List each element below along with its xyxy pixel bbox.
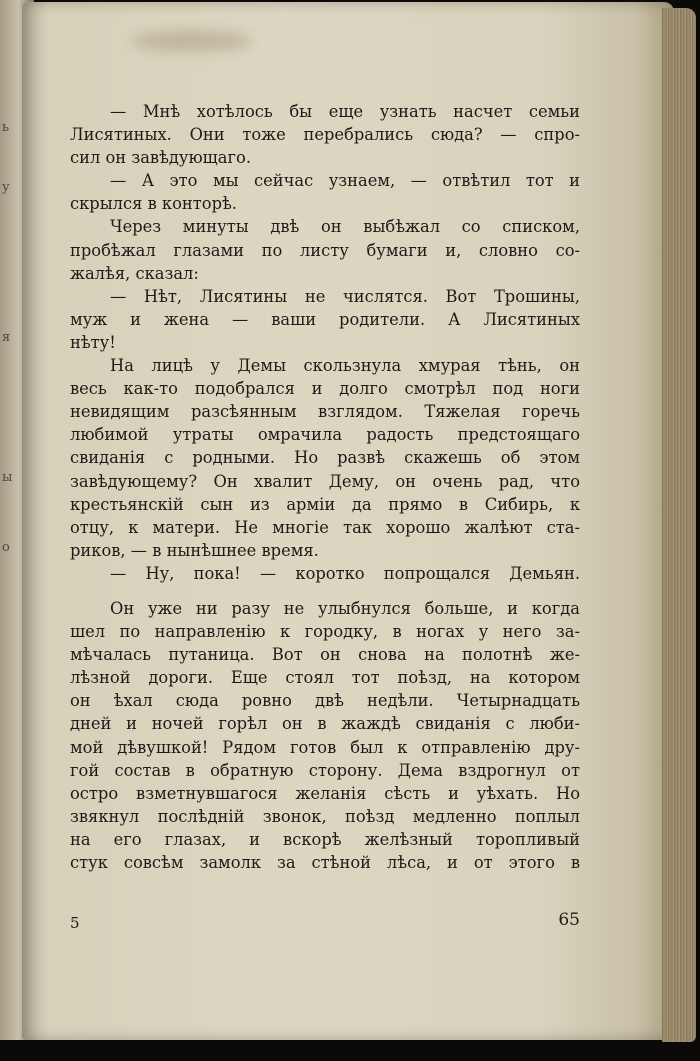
previous-page-text-fragment: ы: [2, 470, 14, 485]
text-line: — Ну, пока! — коротко попрощался Демьян.: [110, 563, 580, 583]
text-line: мой дѣвушкой! Рядом готов был к отправленію дру-: [70, 737, 580, 757]
text-line: крестьянскій сын из арміи да прямо в Сибирь, к: [70, 494, 580, 514]
text-line: гой состав в обратную сторону. Дема вздрогнул от: [70, 760, 580, 780]
text-line: — А это мы сейчас узнаем, — отвѣтил тот и: [110, 171, 580, 191]
text-line: риков, — в нынѣшнее время.: [70, 540, 319, 560]
text-line: дней и ночей горѣл он в жаждѣ свиданія с люби-: [70, 714, 580, 734]
text-line: остро взметнувшагося желанія сѣсть и уѣхать. Но: [70, 783, 580, 803]
text-line: сил он завѣдующаго.: [70, 148, 252, 168]
text-line: он ѣхал сюда ровно двѣ недѣли. Четырнадцать: [70, 691, 580, 711]
text-line: звякнул послѣдній звонок, поѣзд медленно поплыл: [70, 806, 580, 826]
text-line: — Мнѣ хотѣлось бы еще узнать насчет семьи: [110, 102, 580, 121]
text-line: шел по направленію к городку, в ногах у него за-: [70, 622, 580, 642]
signature-mark: 5: [70, 914, 80, 932]
text-line: лѣзной дороги. Еще стоял тот поѣзд, на котором: [70, 668, 580, 688]
text-line: На лицѣ у Демы скользнула хмурая тѣнь, он: [110, 356, 580, 376]
text-line: свиданія с родными. Но развѣ скажешь об этом: [70, 448, 580, 468]
text-line: любимой утраты омрачила радость предстоящаго: [70, 425, 580, 445]
paper-stain: [132, 30, 252, 52]
text-line: Через минуты двѣ он выбѣжал со списком,: [110, 217, 580, 237]
text-line: — Нѣт, Лисятины не числятся. Вот Трошины,: [110, 286, 580, 306]
previous-page-text-fragment: о: [2, 540, 11, 555]
text-line: на его глазах, и вскорѣ желѣзный торопливый: [70, 829, 580, 849]
previous-page-text-fragment: я: [2, 330, 12, 345]
text-line: Лисятиных. Они тоже перебрались сюда? — спро-: [70, 125, 580, 145]
page-body-text: [70, 100, 580, 874]
text-line: невидящим разсѣянным взглядом. Тяжелая горечь: [70, 402, 580, 422]
text-line: мѣчалась путаница. Вот он снова на полотнѣ же-: [70, 645, 580, 665]
text-line: Он уже ни разу не улыбнулся больше, и когда: [110, 598, 580, 618]
text-line: весь как-то подобрался и долго смотрѣл под ноги: [70, 379, 580, 399]
text-line: пробѣжал глазами по листу бумаги и, словно со-: [70, 240, 580, 260]
text-line: завѣдующему? Он хвалит Дему, он очень рад, что: [70, 471, 580, 491]
text-line: нѣту!: [70, 332, 116, 352]
text-line: жалѣя, сказал:: [70, 263, 199, 283]
text-line: стук совсѣм замолк за стѣной лѣса, и от этого в: [70, 853, 580, 872]
text-line: отцу, к матери. Не многіе так хорошо жалѣют ста-: [70, 517, 580, 537]
page-number: 65: [558, 910, 580, 930]
text-line: муж и жена — ваши родители. А Лисятиных: [70, 309, 580, 329]
book-page: [22, 2, 674, 1040]
paragraph-gap: [70, 585, 580, 597]
previous-page-text-fragment: у: [2, 180, 11, 195]
page-block-edges: [662, 8, 696, 1042]
previous-page-text-fragment: ь: [2, 120, 11, 135]
text-line: скрылся в конторѣ.: [70, 194, 237, 214]
